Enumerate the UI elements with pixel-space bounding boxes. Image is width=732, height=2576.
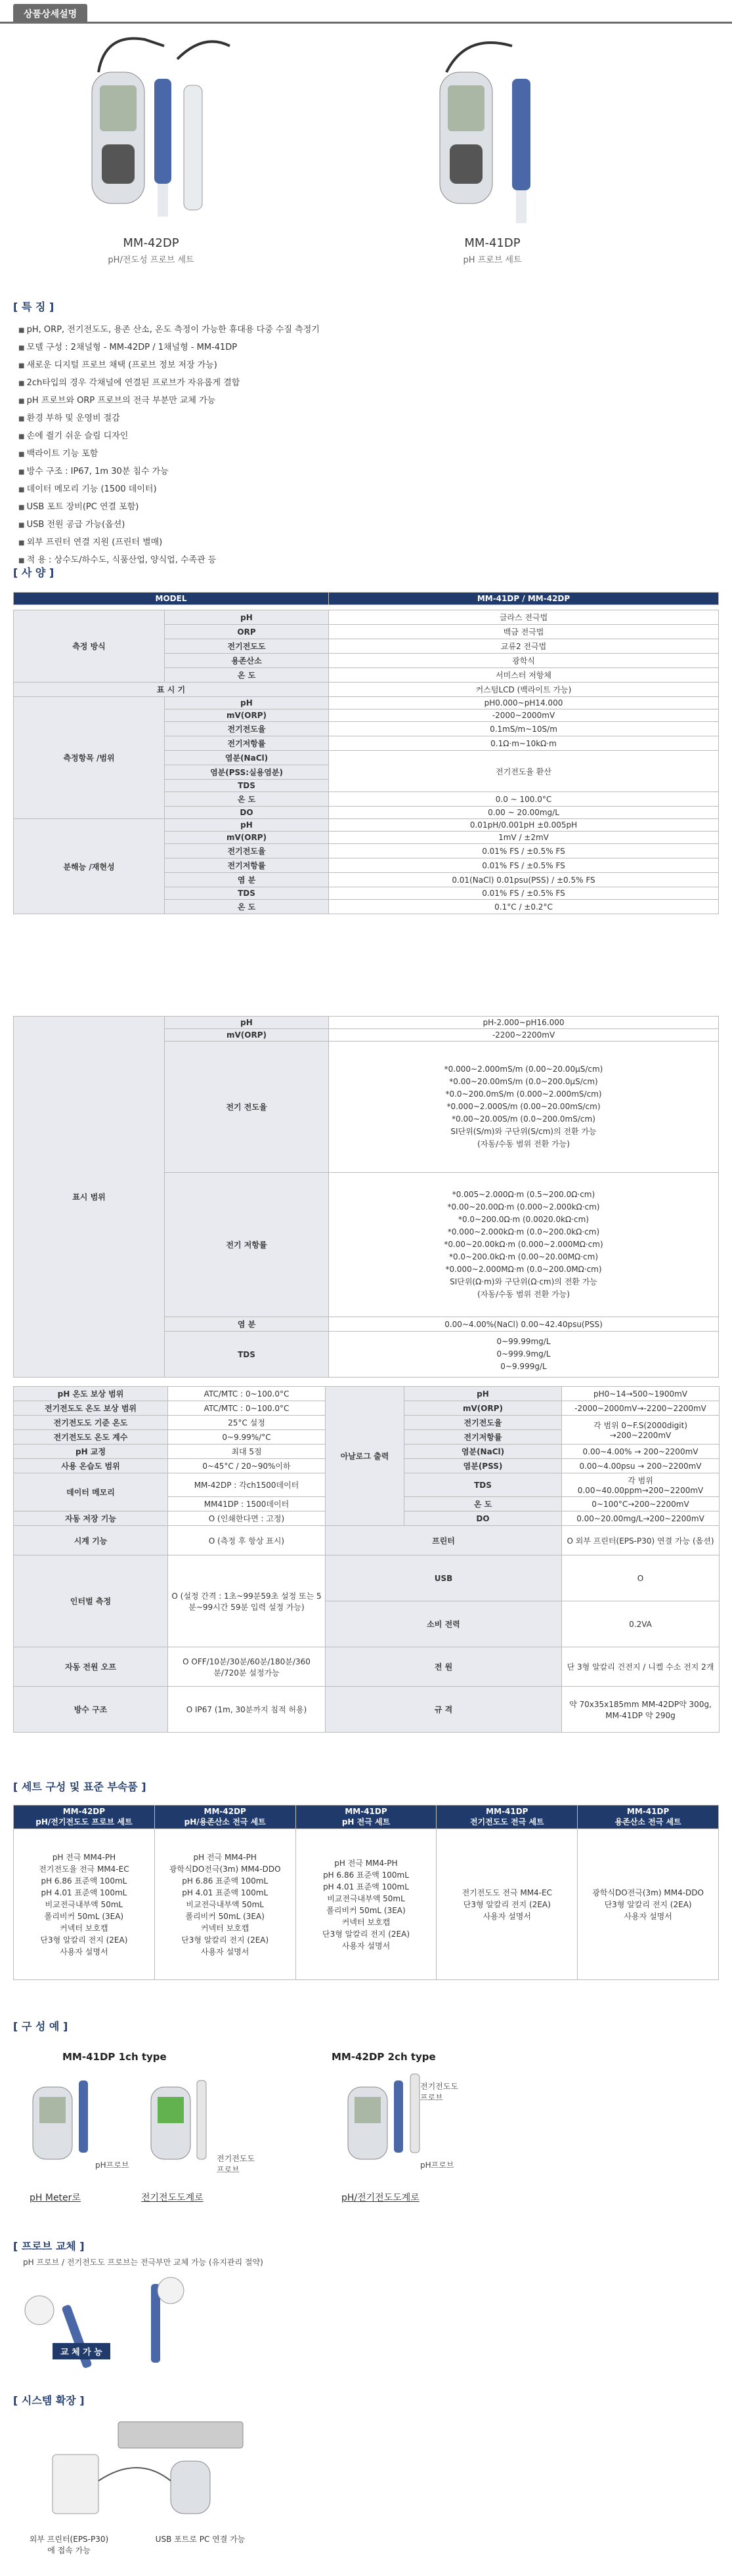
set-item: 비교전극내부액 50mL	[327, 1893, 405, 1903]
list-item: ■ USB 전원 공급 가능(옵션)	[18, 517, 320, 534]
cell: 사용 온습도 범위	[14, 1459, 168, 1473]
set-title: pH 전극 세트	[341, 1817, 391, 1826]
set-item: 비교전극내부액 50mL	[45, 1899, 123, 1909]
cell: 전기전도도 기준 온도	[14, 1416, 168, 1430]
cell: 0~9.999g/L	[500, 1362, 547, 1371]
set-item: pH 4.01 표준액 100mL	[323, 1882, 409, 1891]
cell: O (인쇄한다면 : 고정)	[168, 1511, 326, 1526]
cell: 0.01% FS / ±0.5% FS	[329, 887, 719, 900]
cell: pH-2.000~pH16.000	[329, 1017, 719, 1029]
cell: SI단위(S/m)와 구단위(S/cm)의 전환 가능	[450, 1127, 597, 1136]
set-item: 광학식DO전극(3m) MM4-DDO	[592, 1888, 704, 1897]
cell: 0~99.99mg/L	[496, 1337, 551, 1346]
cell: O IP67 (1m, 30분까지 침적 허용)	[168, 1687, 326, 1733]
cell: (자동/수동 범위 전환 가능)	[477, 1139, 570, 1149]
list-item: ■ 데이터 메모리 기능 (1500 데이터)	[18, 481, 320, 499]
caption: 전기전도도계로	[141, 2193, 204, 2203]
spec-measure-table	[13, 610, 719, 914]
cell: 규 격	[326, 1687, 562, 1733]
system-caption: USB 포트로 PC 연결 가능	[155, 2535, 246, 2544]
row-group-label: 분해능 /재현성	[14, 819, 165, 914]
cell: *0.0~200.0kΩ·m (0.00~20.00MΩ·cm)	[448, 1252, 599, 1261]
probe-swap-illustration	[20, 2271, 204, 2376]
section-probe: [ 프로브 교체 ]	[13, 2240, 85, 2252]
cell: 인터벌 측정	[14, 1555, 168, 1647]
cell: 전기저항률	[404, 1430, 562, 1445]
set-item: 사용자 설명서	[624, 1911, 672, 1921]
cell: 0.00~20.00mg/L→200~2200mV	[562, 1511, 720, 1526]
set-item: pH 전극 MM4-PH	[193, 1852, 257, 1862]
cell: pH	[165, 819, 329, 832]
cell: 염분(PSS:실용염분)	[165, 765, 329, 780]
spec-table-2	[13, 1386, 720, 1733]
cell: pH	[165, 610, 329, 625]
cell: *0.000~2.000kΩ·m (0.0~200.0kΩ·cm)	[447, 1227, 600, 1236]
cell: 자동 전원 오프	[14, 1647, 168, 1687]
cell: 온 도	[165, 668, 329, 683]
section-system: [ 시스템 확장 ]	[13, 2394, 85, 2407]
list-item: ■ 환경 부하 및 운영비 절감	[18, 410, 320, 428]
feature-list	[18, 322, 320, 570]
probe-label: pH프로브	[95, 2161, 129, 2170]
meter-image	[66, 33, 236, 230]
list-item: ■ 백라이트 기능 포함	[18, 446, 320, 463]
set-header	[295, 1805, 437, 1829]
row-group-label: 아날로그 출력	[326, 1387, 404, 1526]
cell: ORP	[165, 625, 329, 639]
set-model: MM-41DP	[345, 1807, 387, 1816]
row-group-label: 측정항목 /범위	[14, 697, 165, 819]
cell: 시계 기능	[14, 1526, 168, 1555]
cell: 데이터 메모리	[14, 1473, 168, 1511]
set-item: 단3형 알칼리 전지 (2EA)	[181, 1935, 269, 1945]
cell: 소비 전력	[326, 1601, 562, 1647]
cell: -2000~2000mV→-2200~2200mV	[562, 1401, 720, 1416]
set-item: 커넥터 보호캡	[341, 1917, 391, 1927]
set-title: 용존산소 전극 세트	[614, 1817, 681, 1826]
set-item: pH 전극 MM4-PH	[52, 1852, 116, 1862]
section-spec: [ 사 양 ]	[13, 566, 54, 579]
detail-tab[interactable]: 상품상세설명	[13, 4, 87, 24]
cell: *0.000~2.000MΩ·m (0.0~200.0MΩ·cm)	[445, 1265, 602, 1274]
cell: mV(ORP)	[165, 709, 329, 722]
cell: 염분(PSS)	[404, 1459, 562, 1473]
swap-badge: 교 체 가 능	[53, 2343, 110, 2359]
config-2ch-title: MM-42DP 2ch type	[332, 2051, 436, 2063]
set-item: 전기전도율 전극 MM4-EC	[39, 1864, 129, 1874]
set-item: 사용자 설명서	[483, 1911, 531, 1921]
cell: 커스텀LCD (백라이트 가능)	[329, 683, 719, 697]
cell: *0.000~2.000S/m (0.00~20.00mS/cm)	[446, 1102, 601, 1111]
cell: 전기 전도율	[165, 1042, 329, 1173]
caption: pH/전기전도도계로	[341, 2193, 420, 2203]
meter-image	[407, 33, 578, 230]
cell: *0.005~2.000Ω·m (0.5~200.0Ω·cm)	[452, 1190, 595, 1199]
cell: 방수 구조	[14, 1687, 168, 1733]
cell: DO	[404, 1511, 562, 1526]
cell: 교류2 전극법	[329, 639, 719, 654]
set-model: MM-42DP	[62, 1807, 106, 1816]
list-item: ■ pH, ORP, 전기전도도, 용존 산소, 온도 측정이 가능한 휴대용 다중 수질 측정기	[18, 322, 320, 339]
set-header	[154, 1805, 295, 1829]
cell: pH	[165, 697, 329, 709]
set-model: MM-42DP	[204, 1807, 246, 1816]
list-item: ■ 2ch타입의 경우 각채널에 연결된 프로브가 자유롭게 결합	[18, 375, 320, 392]
set-item: pH 6.86 표준액 100mL	[323, 1870, 409, 1880]
list-item: ■ USB 포트 장비(PC 연결 포함)	[18, 499, 320, 517]
cell: mV(ORP)	[165, 832, 329, 844]
cell: 전기전도율 환산	[329, 751, 719, 792]
cell: 염분(NaCl)	[404, 1445, 562, 1459]
cell: 전기전도도	[165, 639, 329, 654]
list-item: ■ 모델 구성 : 2채널형 - MM-42DP / 1채널형 - MM-41DP	[18, 339, 320, 357]
section-features: [ 특 징 ]	[13, 301, 54, 313]
cell: mV(ORP)	[165, 1029, 329, 1042]
cell: 표 시 기	[14, 683, 329, 697]
cell: 염 분	[165, 1317, 329, 1332]
cell: 서미스터 저항체	[329, 668, 719, 683]
cell: 백금 전극법	[329, 625, 719, 639]
cell: 글라스 전극법	[329, 610, 719, 625]
product-subtitle: pH/전도성 프로브 세트	[108, 255, 194, 265]
cell: 전기전도율	[165, 722, 329, 736]
cell: 0.00 ~ 20.00mg/L	[329, 807, 719, 819]
cell: 0.01(NaCl) 0.01psu(PSS) / ±0.5% FS	[329, 873, 719, 887]
cell: 0.1Ω·m~10kΩ·m	[329, 736, 719, 751]
cell: MM-42DP : 각ch1500데이터	[168, 1473, 326, 1497]
cell: mV(ORP)	[404, 1401, 562, 1416]
cell: 0.1°C / ±0.2°C	[329, 900, 719, 914]
list-item: ■ 적 용 : 상수도/하수도, 식품산업, 양식업, 수족관 등	[18, 552, 320, 570]
cell: 1mV / ±2mV	[329, 832, 719, 844]
cell: *0.00~20.00mS/m (0.0~200.0μS/cm)	[449, 1077, 598, 1086]
cell: 온 도	[404, 1497, 562, 1511]
cell: 전기전도도 온도 보상 범위	[14, 1401, 168, 1416]
cell: O (설정 간격 : 1초~99분59초 설정 또는 5분~99시간 59분 입력 설정 가능)	[168, 1555, 326, 1647]
set-item: 비교전극내부액 50mL	[186, 1899, 264, 1909]
cell: *0.00~20.00S/m (0.0~200.0mS/cm)	[452, 1114, 595, 1124]
cell: (자동/수동 범위 전환 가능)	[477, 1290, 570, 1299]
cell: MM41DP : 1500데이터	[168, 1497, 326, 1511]
cell: *0.00~20.00kΩ·m (0.000~2.000MΩ·cm)	[444, 1240, 603, 1249]
cell: TDS	[165, 887, 329, 900]
config-1ch-title: MM-41DP 1ch type	[62, 2051, 167, 2063]
cell: pH	[404, 1387, 562, 1401]
cell: 0~999.9mg/L	[496, 1349, 551, 1359]
cell: 0~45°C / 20~90%이하	[168, 1459, 326, 1473]
list-item: ■ pH 프로브와 ORP 프로브의 전극 부분만 교체 가능	[18, 392, 320, 410]
cell: O (측정 후 항상 표시)	[168, 1526, 326, 1555]
cell: ATC/MTC : 0~100.0°C	[168, 1401, 326, 1416]
cell: pH 온도 보상 범위	[14, 1387, 168, 1401]
set-item: pH 4.01 표준액 100mL	[182, 1888, 269, 1897]
cell: O OFF/10분/30분/60분/180분/360분/720분 설정가능	[168, 1647, 326, 1687]
cell: 전기전도도 온도 계수	[14, 1430, 168, 1445]
row-group-label: 측정 방식	[14, 610, 165, 683]
system-caption: 외부 프린터(EPS-P30)에 접속 가능	[29, 2535, 109, 2555]
cell: O 외부 프린터(EPS-P30) 연결 가능 (옵션)	[562, 1526, 720, 1555]
cell: O	[562, 1555, 720, 1601]
set-item: 폴리비커 50mL (3EA)	[185, 1911, 265, 1921]
cell: 전기전도율	[404, 1416, 562, 1430]
set-title: pH/용존산소 전극 세트	[184, 1817, 266, 1826]
cell: SI단위(Ω·m)와 구단위(Ω·cm)의 전환 가능	[450, 1277, 597, 1286]
cell: pH 교정	[14, 1445, 168, 1459]
cell: 25°C 설정	[168, 1416, 326, 1430]
cell: 0.1mS/m~10S/m	[329, 722, 719, 736]
cell: 용존산소	[165, 654, 329, 668]
cell: 단 3형 알칼리 건전지 / 니켈 수소 전지 2개	[562, 1647, 720, 1687]
set-item: 폴리비커 50mL (3EA)	[44, 1911, 124, 1921]
cell: DO	[165, 807, 329, 819]
probe-label: pH프로브	[420, 2161, 454, 2170]
cell: pH0.000~pH14.000	[329, 697, 719, 709]
cell: -2200~2200mV	[329, 1029, 719, 1042]
cell: 전 원	[326, 1647, 562, 1687]
cell: 각 범위 0.00~40.00ppm→200~2200mV	[562, 1473, 720, 1497]
set-item: 커넥터 보호캡	[60, 1923, 108, 1933]
probe-note: pH 프로브 / 전기전도도 프로브는 전극부만 교체 가능 (유지관리 절약)	[23, 2258, 263, 2267]
set-item: 폴리비커 50mL (3EA)	[326, 1905, 406, 1915]
list-item: ■ 방수 구조 : IP67, 1m 30분 침수 가능	[18, 463, 320, 481]
cell: 전기전도율	[165, 844, 329, 858]
set-item: 커넥터 보호캡	[201, 1923, 249, 1933]
set-item: pH 전극 MM4-PH	[334, 1858, 398, 1868]
set-item: 단3형 알칼리 전지 (2EA)	[322, 1929, 410, 1939]
cell: 0.01% FS / ±0.5% FS	[329, 844, 719, 858]
table-header: MM-41DP / MM-42DP	[329, 593, 719, 605]
set-header	[437, 1805, 578, 1829]
product-mm42dp	[53, 33, 249, 265]
spec-table	[13, 592, 719, 605]
caption: pH Meter로	[30, 2193, 81, 2203]
cell: 0.0 ~ 100.0°C	[329, 792, 719, 807]
set-table	[13, 1805, 719, 1980]
cell: *0.0~200.0Ω·m (0.0020.0kΩ·cm)	[458, 1215, 589, 1224]
cell: *0.00~20.00Ω·m (0.000~2.000kΩ·cm)	[447, 1202, 600, 1212]
cell: 각 범위 0~F.S(2000digit) →200~2200mV	[562, 1416, 720, 1445]
cell: 0~100°C→200~2200mV	[562, 1497, 720, 1511]
product-name: MM-41DP	[464, 236, 521, 250]
cell: pH0~14→500~1900mV	[562, 1387, 720, 1401]
cell: -2000~2000mV	[329, 709, 719, 722]
set-title: pH/전기전도도 프로브 세트	[35, 1817, 133, 1826]
set-header	[578, 1805, 719, 1829]
cell: USB	[326, 1555, 562, 1601]
set-model: MM-41DP	[626, 1807, 670, 1816]
product-subtitle: pH 프로브 세트	[463, 255, 522, 265]
cell: 전기저항률	[165, 736, 329, 751]
cell: 광학식	[329, 654, 719, 668]
cell: 최대 5점	[168, 1445, 326, 1459]
set-title: 전기전도도 전극 세트	[469, 1817, 544, 1826]
cell: TDS	[165, 1332, 329, 1378]
cell: 온 도	[165, 900, 329, 914]
cell: 프린터	[326, 1526, 562, 1555]
product-name: MM-42DP	[123, 236, 179, 250]
cell: 0~9.99%/°C	[168, 1430, 326, 1445]
cell: 0.00~4.00psu → 200~2200mV	[562, 1459, 720, 1473]
probe-label: 전기전도도 프로브	[420, 2082, 458, 2102]
cell: *0.0~200.0mS/m (0.000~2.000mS/cm)	[445, 1089, 602, 1099]
cell: 전기 저항률	[165, 1173, 329, 1317]
probe-label: 전기전도도 프로브	[217, 2154, 255, 2174]
product-mm41dp	[394, 33, 591, 265]
section-set: [ 세트 구성 및 표준 부속품 ]	[13, 1781, 146, 1793]
set-item: pH 6.86 표준액 100mL	[41, 1876, 127, 1886]
set-item: 사용자 설명서	[201, 1947, 249, 1956]
section-config: [ 구 성 예 ]	[13, 2020, 68, 2033]
cell: 약 70x35x185mm MM-42DP약 300g, MM-41DP 약 290g	[562, 1687, 720, 1733]
cell: 0.00~4.00% → 200~2200mV	[562, 1445, 720, 1459]
cell: 염분(NaCl)	[165, 751, 329, 765]
set-item: pH 4.01 표준액 100mL	[41, 1888, 127, 1897]
set-model: MM-41DP	[486, 1807, 528, 1816]
cell: TDS	[165, 780, 329, 792]
set-item: 사용자 설명서	[341, 1941, 391, 1951]
list-item: ■ 외부 프린터 연결 지원 (프린터 별매)	[18, 534, 320, 552]
cell: *0.000~2.000mS/m (0.00~20.00μS/cm)	[444, 1065, 603, 1074]
set-item: 단3형 알칼리 전지 (2EA)	[604, 1899, 692, 1909]
list-item: ■ 손에 쥘기 쉬운 슬림 디자인	[18, 428, 320, 446]
row-group-label: 표시 범위	[14, 1017, 165, 1378]
cell: 0.01% FS / ±0.5% FS	[329, 858, 719, 873]
cell: 전기저항률	[165, 858, 329, 873]
cell: 0.2VA	[562, 1601, 720, 1647]
cell: TDS	[404, 1473, 562, 1497]
set-item: 단3형 알칼리 전지 (2EA)	[463, 1899, 551, 1909]
display-range-table	[13, 1016, 719, 1378]
cell: 0.00~4.00%(NaCl) 0.00~42.40psu(PSS)	[329, 1317, 719, 1332]
list-item: ■ 새로운 디지털 프로브 채택 (프로브 정보 저장 가능)	[18, 357, 320, 375]
set-item: 사용자 설명서	[60, 1947, 108, 1956]
set-header	[14, 1805, 155, 1829]
cell: 염 분	[165, 873, 329, 887]
cell: 자동 저장 기능	[14, 1511, 168, 1526]
tab-underline	[0, 22, 732, 24]
cell: pH	[165, 1017, 329, 1029]
system-illustration	[39, 2415, 256, 2527]
table-header: MODEL	[14, 593, 329, 605]
cell: 0.01pH/0.001pH ±0.005pH	[329, 819, 719, 832]
cell: ATC/MTC : 0~100.0°C	[168, 1387, 326, 1401]
set-item: pH 6.86 표준액 100mL	[182, 1876, 269, 1886]
cell: 온 도	[165, 792, 329, 807]
set-item: 전기전도도 전극 MM4-EC	[462, 1888, 552, 1897]
set-item: 단3형 알칼리 전지 (2EA)	[40, 1935, 128, 1945]
set-item: 광학식DO전극(3m) MM4-DDO	[169, 1864, 281, 1874]
